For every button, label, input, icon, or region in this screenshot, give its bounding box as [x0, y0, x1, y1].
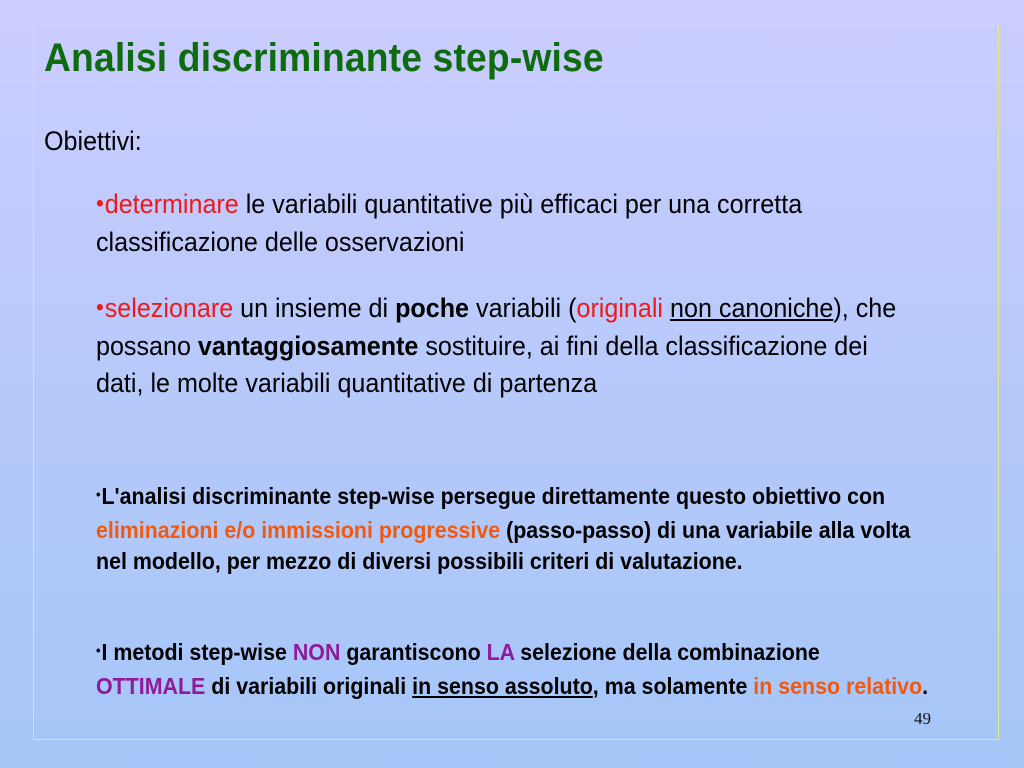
- bullet-determinare: [96, 186, 914, 261]
- bullet-text: (passo-passo) di una variabile alla volta nel modello, per mezzo di diversi possibili criteri di valutazione.: [96, 517, 911, 574]
- bullet-marker: •: [96, 294, 104, 321]
- emphasis-in-senso-relativo: in senso relativo: [753, 673, 923, 699]
- keyword-determinare: determinare: [104, 189, 239, 219]
- bullet-text: di variabili originali: [205, 673, 413, 699]
- bullet-text: I metodi step-wise: [101, 639, 293, 665]
- bullet-text: selezione della combinazione: [514, 639, 820, 665]
- emphasis-la: LA: [486, 639, 515, 665]
- bullet-text: .: [922, 673, 929, 699]
- emphasis-poche: poche: [395, 293, 470, 323]
- bullet-text: sostituire, ai fini della classificazione dei dati, le molte variabili quantitative di partenza: [96, 331, 868, 398]
- page-number: 49: [914, 709, 931, 728]
- emphasis-eliminazioni: eliminazioni e/o immissioni progressive: [96, 517, 501, 543]
- bullet-stepwise-limits: [96, 637, 933, 702]
- keyword-selezionare: selezionare: [104, 293, 234, 323]
- bullet-marker: •: [96, 642, 101, 658]
- bullet-marker: •: [96, 190, 104, 217]
- bullet-stepwise-description: [96, 481, 933, 577]
- bullet-text: garantiscono: [340, 639, 487, 665]
- emphasis-ottimale: OTTIMALE: [96, 673, 206, 699]
- underlined-non-canoniche: non canoniche: [670, 293, 834, 323]
- bullet-marker: •: [96, 486, 101, 502]
- bullet-text: un insieme di: [233, 293, 396, 323]
- emphasis-vantaggiosamente: vantaggiosamente: [197, 331, 419, 361]
- bullet-text: le variabili quantitative più efficaci per una corretta classificazione delle osservazioni: [96, 189, 803, 257]
- bullet-text: , ma solamente: [592, 673, 754, 699]
- bullet-text: L'analisi discriminante step-wise persegue direttamente questo obiettivo con: [101, 483, 886, 509]
- section-heading: Obiettivi:: [44, 126, 142, 156]
- bullet-text: ), che possano: [96, 293, 897, 361]
- bullet-text: variabili (: [469, 293, 577, 323]
- underlined-in-senso-assoluto: in senso assoluto: [412, 673, 593, 699]
- emphasis-non: NON: [292, 639, 341, 665]
- slide-title: Analisi discriminante step-wise: [44, 36, 604, 80]
- keyword-originali: originali: [576, 293, 664, 323]
- bullet-selezionare: [96, 290, 914, 402]
